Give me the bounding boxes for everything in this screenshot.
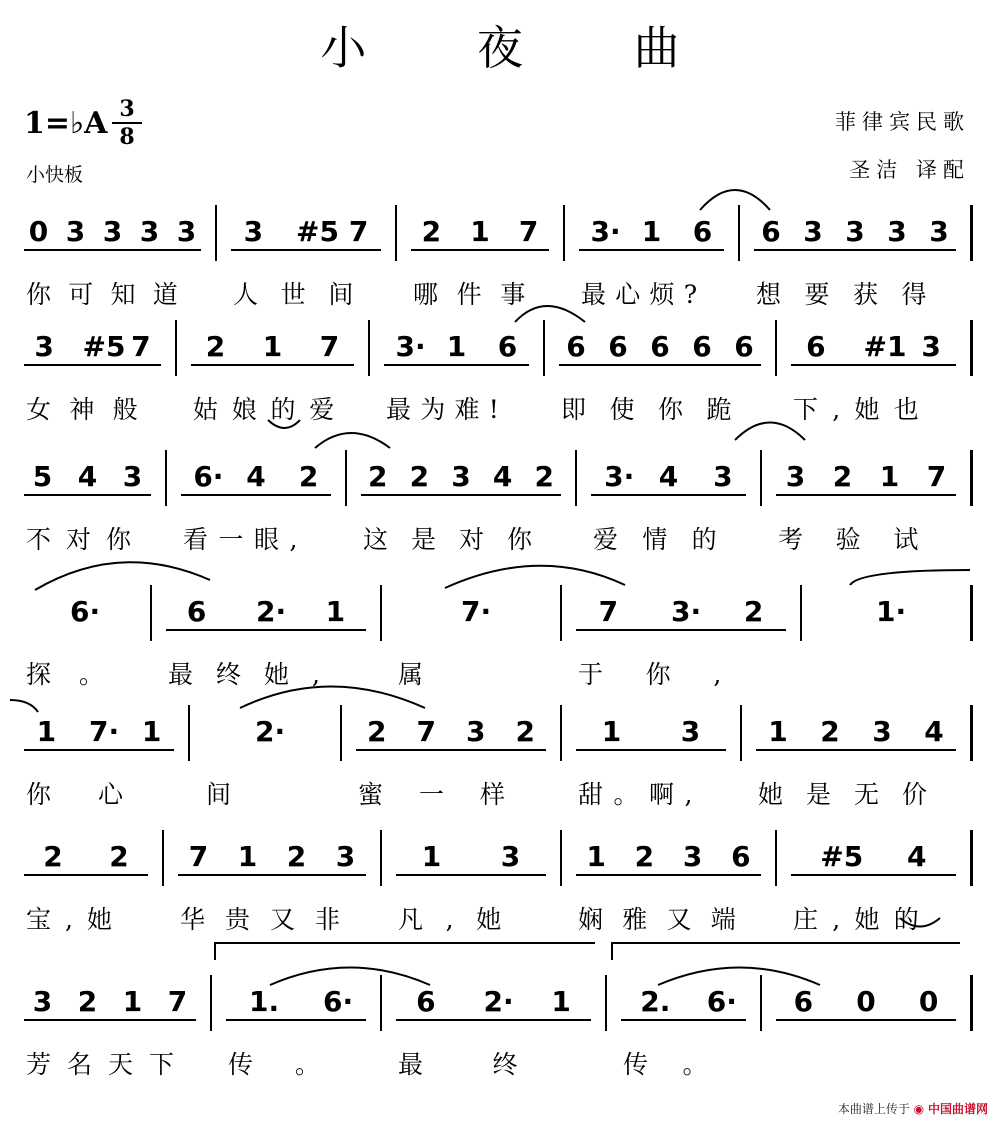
bar-line [738, 205, 740, 261]
note: 3 [32, 985, 53, 1018]
meter-bottom: 8 [112, 122, 142, 150]
note: 3· [604, 460, 635, 493]
bar-line [380, 975, 382, 1031]
note: 3· [671, 595, 702, 628]
bar-line [368, 320, 370, 376]
footer-label: 本曲谱上传于 [837, 1102, 910, 1116]
note: 2· [256, 595, 287, 628]
note: 6 [497, 330, 518, 363]
note: 6 [186, 595, 207, 628]
beam-underline [24, 249, 201, 251]
bar-line [560, 830, 562, 886]
lyric-segment: 华贵又非 [180, 905, 361, 934]
note: 3 [845, 215, 865, 248]
lyric-line [0, 1045, 1000, 1079]
note: 3· [395, 330, 426, 363]
note: 1 [601, 715, 622, 748]
beam-underline [24, 1019, 196, 1021]
lyric-segment: 下,她也 [793, 395, 933, 424]
beam-underline [776, 494, 956, 496]
note: 6 [650, 330, 670, 363]
note: 2 [368, 460, 388, 493]
beam-underline [791, 364, 956, 366]
note: 0 [28, 215, 49, 248]
note: 3 [466, 715, 486, 748]
lyric-line [0, 900, 1000, 934]
bar-line [740, 705, 742, 761]
note: 2 [205, 330, 226, 363]
note: 1 [141, 715, 162, 748]
note: 7 [348, 215, 369, 248]
note: 3 [803, 215, 823, 248]
beam-underline [621, 1019, 746, 1021]
bar-line [563, 205, 565, 261]
slur [315, 433, 390, 448]
note: 1 [641, 215, 662, 248]
note: 7 [131, 330, 151, 363]
note: 2· [255, 715, 286, 748]
note: 2 [634, 840, 655, 873]
note: 7 [518, 215, 539, 248]
bar-line [970, 975, 973, 1031]
bar-line [345, 450, 347, 506]
bar-line [970, 450, 973, 506]
bar-line [970, 585, 973, 641]
note: 0 [856, 985, 876, 1018]
note: 3 [682, 840, 703, 873]
bar-line [760, 975, 762, 1031]
note: 3 [176, 215, 197, 248]
note: 6 [692, 330, 712, 363]
note: 4 [924, 715, 944, 748]
note: 2 [109, 840, 129, 873]
note-line [0, 320, 1000, 376]
lyric-line [0, 275, 1000, 309]
beam-underline [754, 249, 956, 251]
tempo-marking: 小快板 [26, 164, 84, 186]
note: 2 [534, 460, 554, 493]
beam-underline [361, 494, 561, 496]
note: 3 [139, 215, 160, 248]
lyric-segment: 你可知道 [26, 280, 196, 309]
bar-line [970, 830, 973, 886]
note: 2 [409, 460, 430, 493]
bar-line [560, 705, 562, 761]
bar-line [175, 320, 177, 376]
note: 6· [70, 595, 101, 628]
note: 7· [461, 595, 492, 628]
lyric-segment: 最为难! [386, 395, 509, 424]
note: 5 [32, 460, 53, 493]
bar-line [380, 830, 382, 886]
lyric-segment: 探。 [26, 660, 133, 689]
bar-line [188, 705, 190, 761]
lyric-line [0, 775, 1000, 809]
note: 6 [692, 215, 713, 248]
note: 6 [416, 985, 436, 1018]
time-signature [112, 96, 142, 150]
lyric-line [0, 520, 1000, 554]
note: #5 [296, 215, 339, 248]
beam-underline [24, 749, 174, 751]
note: 6 [734, 330, 754, 363]
note: 2 [820, 715, 840, 748]
note: 6 [608, 330, 628, 363]
lyric-segment: 娴雅又端 [578, 905, 756, 934]
lyric-segment: 最终 [398, 1050, 588, 1079]
beam-underline [24, 364, 161, 366]
lyric-line [0, 390, 1000, 424]
note: 7 [319, 330, 340, 363]
bar-line [970, 205, 973, 261]
beam-underline [591, 494, 746, 496]
bar-line [380, 585, 382, 641]
lyric-segment: 她是无价 [758, 780, 951, 809]
beam-underline [579, 249, 724, 251]
volta-two [612, 943, 960, 960]
beam-underline [191, 364, 354, 366]
lyric-segment: 最终她, [168, 660, 343, 689]
note: 2 [298, 460, 319, 493]
beam-underline [576, 874, 761, 876]
beam-underline [384, 364, 529, 366]
note: 4 [77, 460, 98, 493]
note: 3 [929, 215, 949, 248]
note: #5 [820, 840, 864, 873]
note: 3 [680, 715, 701, 748]
credit-origin: 菲律宾民歌 [835, 110, 970, 134]
lyric-segment: 甜。啊, [578, 780, 703, 809]
note: 1 [768, 715, 788, 748]
volta-one [215, 943, 595, 960]
note: 1 [470, 215, 490, 248]
note: 2 [43, 840, 63, 873]
lyric-segment: 你心 [26, 780, 171, 809]
beam-underline [411, 249, 549, 251]
note: 3 [34, 330, 54, 363]
note-line [0, 830, 1000, 886]
beam-underline [791, 874, 956, 876]
beam-underline [181, 494, 331, 496]
beam-underline [396, 874, 546, 876]
lyric-segment: 看一眼, [183, 525, 308, 554]
bar-line [760, 450, 762, 506]
note: 1 [122, 985, 143, 1018]
credit-arranger: 圣洁 译配 [849, 158, 970, 182]
bar-line [340, 705, 342, 761]
bar-line [162, 830, 164, 886]
note: 4 [658, 460, 679, 493]
bar-line [970, 320, 973, 376]
note-line [0, 705, 1000, 761]
beam-underline [226, 1019, 366, 1021]
note: 3 [451, 460, 471, 493]
footer-logo-icon: ◉ [913, 1102, 925, 1116]
lyric-segment: 哪件事 [413, 280, 545, 309]
lyric-segment: 于你, [578, 660, 764, 689]
bar-line [970, 705, 973, 761]
note: 1 [586, 840, 606, 873]
beam-underline [559, 364, 761, 366]
note: 2. [640, 985, 671, 1018]
lyric-segment: 传。 [623, 1050, 743, 1079]
lyric-segment: 姑娘的爱 [193, 395, 349, 424]
note: #5 [82, 330, 126, 363]
lyric-segment: 想要获得 [756, 280, 951, 309]
note: 3 [921, 330, 941, 363]
bar-line [605, 975, 607, 1031]
beam-underline [24, 874, 148, 876]
beam-underline [396, 1019, 591, 1021]
bar-line [560, 585, 562, 641]
note: 1 [421, 840, 442, 873]
note: 7· [89, 715, 120, 748]
bar-line [543, 320, 545, 376]
lyric-segment: 考验试 [778, 525, 952, 554]
note: 1. [249, 985, 280, 1018]
note: 3 [785, 460, 806, 493]
note: 3 [243, 215, 264, 248]
lyric-segment: 人世间 [233, 280, 377, 309]
note: 1 [551, 985, 571, 1018]
key-signature: 1=♭A [24, 106, 108, 141]
note: 7 [598, 595, 619, 628]
note: 6· [323, 985, 354, 1018]
note: 4 [907, 840, 927, 873]
lyric-line [0, 655, 1000, 689]
note-line [0, 585, 1000, 641]
note: 1 [325, 595, 346, 628]
bar-line [215, 205, 217, 261]
page-title: 小 夜 曲 [320, 21, 728, 75]
bar-line [575, 450, 577, 506]
note: 7 [167, 985, 188, 1018]
beam-underline [576, 749, 726, 751]
lyric-segment: 间 [206, 780, 324, 809]
note: 1 [36, 715, 57, 748]
lyric-segment: 芳名天下 [26, 1050, 191, 1079]
note: 6· [706, 985, 737, 1018]
bar-line [800, 585, 802, 641]
note: 7 [926, 460, 947, 493]
beam-underline [24, 494, 151, 496]
note-line [0, 450, 1000, 506]
note-line [0, 205, 1000, 261]
note: 2 [367, 715, 387, 748]
meter-top: 3 [119, 96, 135, 122]
note: 4 [246, 460, 266, 493]
note: 3 [887, 215, 907, 248]
slur [850, 570, 970, 585]
footer-site: 中国曲谱网 [927, 1102, 988, 1116]
note: 2 [832, 460, 853, 493]
beam-underline [356, 749, 546, 751]
beam-underline [576, 629, 786, 631]
note: 6 [566, 330, 586, 363]
note: #1 [863, 330, 907, 363]
lyric-segment: 爱情的 [593, 525, 742, 554]
note: 1 [879, 460, 900, 493]
note: 2 [515, 715, 535, 748]
lyric-segment: 这是对你 [363, 525, 556, 554]
note: 1· [876, 595, 907, 628]
note: 6· [193, 460, 224, 493]
note: 3 [65, 215, 86, 248]
bar-line [150, 585, 152, 641]
lyric-segment: 宝,她 [26, 905, 126, 934]
note: 2 [286, 840, 307, 873]
note: 1 [237, 840, 258, 873]
beam-underline [231, 249, 381, 251]
note: 0 [918, 985, 939, 1018]
lyric-segment: 蜜一样 [358, 780, 542, 809]
note: 3 [122, 460, 143, 493]
note: 7 [416, 715, 436, 748]
note: 1 [446, 330, 467, 363]
lyric-segment: 凡,她 [398, 905, 524, 934]
note: 2 [743, 595, 764, 628]
note: 3 [713, 460, 733, 493]
note: 3· [590, 215, 621, 248]
bar-line [775, 830, 777, 886]
bar-line [210, 975, 212, 1031]
beam-underline [178, 874, 366, 876]
lyric-segment: 即使你跪 [561, 395, 756, 424]
note: 6 [806, 330, 826, 363]
note: 4 [492, 460, 513, 493]
beam-underline [776, 1019, 956, 1021]
note: 3 [335, 840, 356, 873]
beam-underline [166, 629, 366, 631]
note: 3 [872, 715, 892, 748]
lyric-segment: 女神般 [26, 395, 157, 424]
note: 7 [188, 840, 209, 873]
lyric-segment: 不对你 [26, 525, 147, 554]
note: 6 [731, 840, 751, 873]
lyric-segment: 庄,她的 [793, 905, 933, 934]
note: 3 [102, 215, 123, 248]
lyric-segment: 传。 [228, 1050, 363, 1079]
note: 2· [483, 985, 514, 1018]
bar-line [165, 450, 167, 506]
note: 6 [761, 215, 781, 248]
lyric-segment: 属 [398, 660, 544, 689]
note: 2 [77, 985, 98, 1018]
note: 3 [500, 840, 521, 873]
bar-line [775, 320, 777, 376]
bar-line [395, 205, 397, 261]
note: 6 [793, 985, 814, 1018]
note: 1 [262, 330, 283, 363]
note-line [0, 975, 1000, 1031]
lyric-segment: 最心烦? [581, 280, 707, 309]
note: 2 [421, 215, 442, 248]
beam-underline [756, 749, 956, 751]
footer [838, 1100, 988, 1117]
